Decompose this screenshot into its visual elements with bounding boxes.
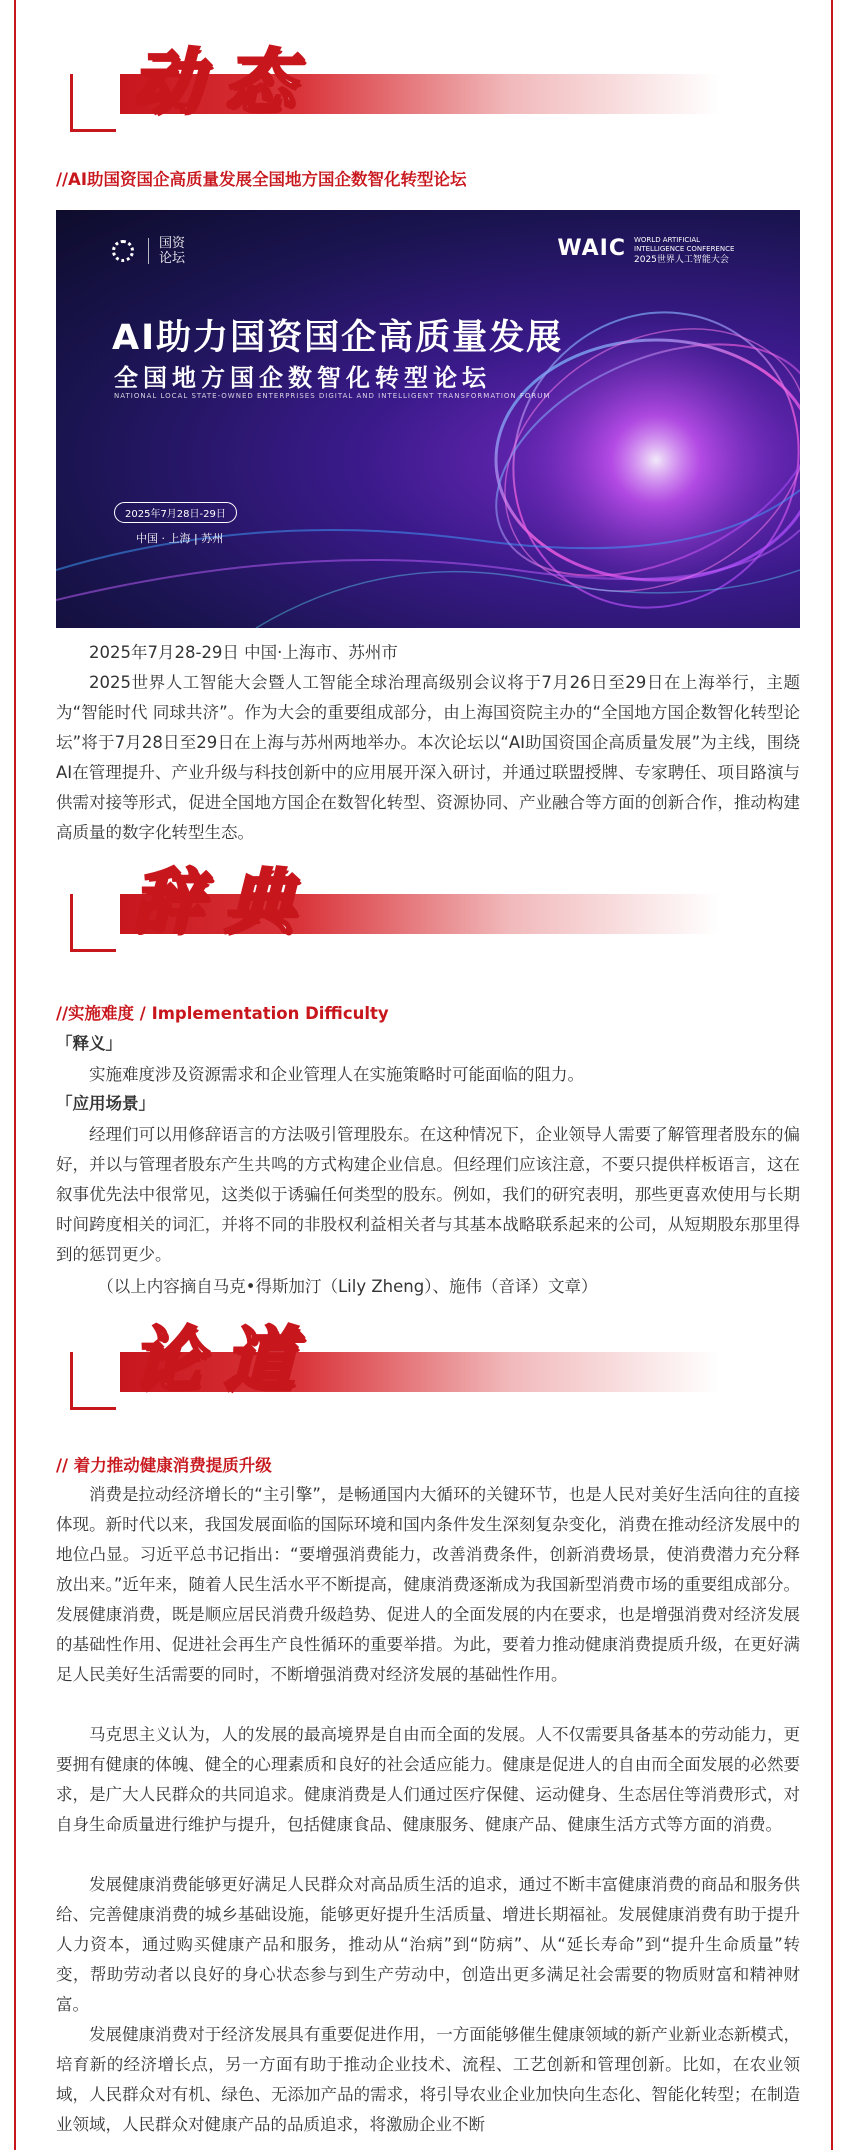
- header-bracket: [70, 1352, 116, 1410]
- banner-date-badge: 2025年7月28日-29日: [114, 502, 237, 523]
- banner-waic-logo: WAIC WORLD ARTIFICIAL INTELLIGENCE CONFERENCE 2025世界人工智能大会: [557, 236, 735, 265]
- event-description: 2025世界人工智能大会暨人工智能全球治理高级别会议将于7月26日至29日在上海举行，主题为“智能时代 同球共济”。作为大会的重要组成部分，由上海国资院主办的“全国地方国企数智化转型论坛”将于7月28日至29日在上海与苏州两地举办。本次论坛以“AI助国资国企高质量发展”为主线，围绕AI在管理提升、产业升级与科技创新中的应用展开深入研讨，并通过联盟授牌、专家聘任、项目路演与供需对接等形式，促进全国地方国企在数智化转型、资源协同、产业融合等方面的创新合作，推动构建高质量的数字化转型生态。: [56, 673, 800, 842]
- event-date-line: 2025年7月28-29日 中国·上海市、苏州市: [89, 643, 398, 662]
- frame-border-left: [14, 0, 16, 2150]
- section-header-dongtai: [70, 40, 790, 140]
- frame-border-right: [831, 0, 833, 2150]
- banner-city: 中国 · 上海 | 苏州: [136, 532, 224, 545]
- header-bracket: [70, 74, 116, 132]
- meaning-label: 「释义」: [56, 1034, 122, 1053]
- header-bracket: [70, 894, 116, 952]
- essay-headline: // 着力推动健康消费提质升级: [56, 1456, 272, 1475]
- meaning-text: 实施难度涉及资源需求和企业管理人在实施策略时可能面临的阻力。: [89, 1065, 584, 1084]
- banner-forum-logo: 国资论坛: [112, 236, 189, 266]
- section-title: 辞典: [132, 860, 316, 943]
- section-title: 论道: [132, 1318, 316, 1401]
- source-note: （以上内容摘自马克•得斯加汀（Lily Zheng）、施伟（音译）文章）: [97, 1277, 598, 1296]
- essay-paragraph-3: 发展健康消费能够更好满足人民群众对高品质生活的追求，通过不断丰富健康消费的商品和服务供给、完善健康消费的城乡基础设施，能够更好提升生活质量、增进长期福祉。发展健康消费有助于提升人力资本，通过购买健康产品和服务，推动从“治病”到“防病”、从“延长寿命”到“提升生命质量”转变，帮助劳动者以良好的身心状态参与到生产劳动中，创造出更多满足社会需要的物质财富和精神财富。: [56, 1875, 800, 2014]
- banner-title-en: NATIONAL LOCAL STATE-OWNED ENTERPRISES DIGITAL AND INTELLIGENT TRANSFORMATION FORUM: [114, 392, 551, 400]
- forum-logo-icon: [112, 240, 134, 262]
- essay-paragraph-1: 消费是拉动经济增长的“主引擎”，是畅通国内大循环的关键环节，也是人民对美好生活向往的直接体现。新时代以来，我国发展面临的国际环境和国内条件发生深刻复杂变化，消费在推动经济发展中的地位凸显。习近平总书记指出：“要增强消费能力，改善消费条件，创新消费场景，使消费潜力充分释放出来。”近年来，随着人民生活水平不断提高，健康消费逐渐成为我国新型消费市场的重要组成部分。发展健康消费，既是顺应居民消费升级趋势、促进人的全面发展的内在要求，也是增强消费对经济发展的基础性作用、促进社会再生产良性循环的重要举措。为此，要着力推动健康消费提质升级，在更好满足人民美好生活需要的同时，不断增强消费对经济发展的基础性作用。: [56, 1485, 800, 1684]
- term-headline: //实施难度 / Implementation Difficulty: [56, 1004, 389, 1023]
- essay-paragraph-4: 发展健康消费对于经济发展具有重要促进作用，一方面能够催生健康领域的新产业新业态新模式，培育新的经济增长点，另一方面有助于推动企业技术、流程、工艺创新和管理创新。比如，在农业领域，人民群众对有机、绿色、无添加产品的需求，将引导农业企业加快向生态化、智能化转型；在制造业领域，人民群众对健康产品的品质追求，将激励企业不断: [56, 2025, 800, 2134]
- section-header-cidian: [70, 860, 790, 960]
- essay-paragraph-2: 马克思主义认为，人的发展的最高境界是自由而全面的发展。人不仅需要具备基本的劳动能力，更要拥有健康的体魄、健全的心理素质和良好的社会适应能力。健康是促进人的自由而全面发展的必然要求，是广大人民群众的共同追求。健康消费是人们通过医疗保健、运动健身、生态居住等消费形式，对自身生命质量进行维护与提升，包括健康食品、健康服务、健康产品、健康生活方式等方面的消费。: [56, 1725, 800, 1834]
- scene-label: 「应用场景」: [56, 1094, 155, 1113]
- scene-text: 经理们可以用修辞语言的方法吸引管理股东。在这种情况下，企业领导人需要了解管理者股东的偏好，并以与管理者股东产生共鸣的方式构建企业信息。但经理们应该注意，不要只提供样板语言，这在叙事优先法中很常见，这类似于诱骗任何类型的股东。例如，我们的研究表明，那些更喜欢使用与长期时间跨度相关的词汇，并将不同的非股权利益相关者与其基本战略联系起来的公司，从短期股东那里得到的惩罚更少。: [56, 1125, 800, 1264]
- section-header-lundao: [70, 1318, 790, 1418]
- forum-banner-image: [56, 210, 800, 628]
- article-headline: //AI助国资国企高质量发展全国地方国企数智化转型论坛: [56, 170, 467, 189]
- banner-title-sub: 全国地方国企数智化转型论坛: [114, 364, 491, 392]
- banner-title-main: AI助力国资国企高质量发展: [112, 318, 564, 358]
- section-title: 动态: [132, 40, 316, 123]
- banner-swirl-graphic: [56, 210, 800, 628]
